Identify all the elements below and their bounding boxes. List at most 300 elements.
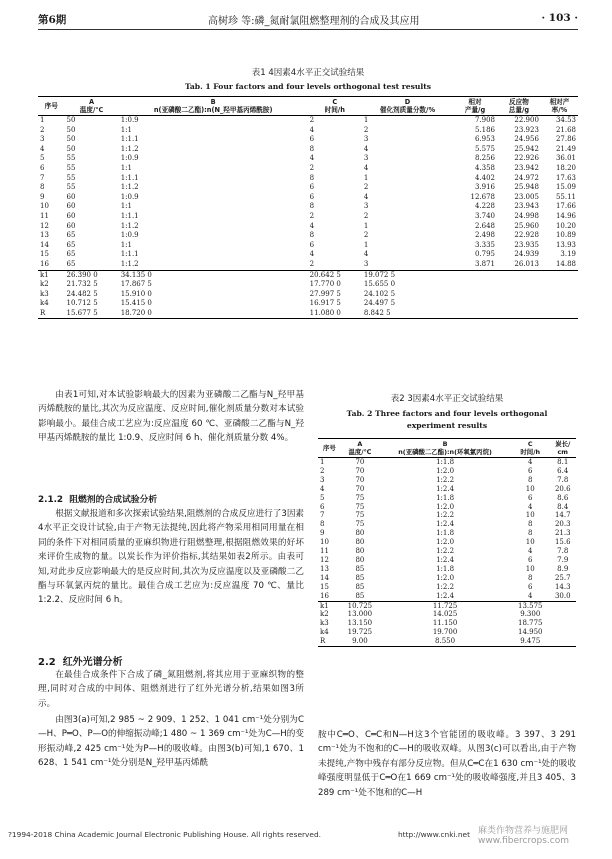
table-cell: 11.150	[432, 619, 458, 628]
table-cell: 24.482 5	[66, 289, 98, 298]
table-cell	[453, 270, 497, 280]
paragraph: 胺中C═O、C═C和N—H这3个官能团的吸收峰。3 397、3 291 cm⁻¹处为不饱和的C—H的吸收双峰。从图3(c)可以看出,由于产物未提纯,产物中残存有部分反应物。但从C═C在1 630 cm⁻¹处的吸收峰强度明显低于C═O在1 669 cm⁻¹处的吸收峰强度,并且3 405、3 289 cm⁻¹处不饱和的C—H	[318, 730, 576, 798]
table-row	[318, 476, 576, 485]
table-cell: 25.942	[514, 144, 539, 153]
table-cell: 70	[355, 466, 365, 475]
stats-row	[38, 280, 578, 290]
column-header-line: 反应物	[509, 98, 529, 106]
table-cell: 1	[320, 458, 325, 466]
stats-row	[38, 309, 578, 319]
table-cell: 1:1.2	[120, 183, 139, 192]
table-cell: 2	[363, 231, 369, 240]
page-number: · 103 ·	[541, 12, 578, 24]
table-cell: 24.497 5	[363, 299, 396, 308]
table-cell: 26.390 0	[66, 270, 98, 279]
column-header	[341, 439, 379, 458]
table-cell: 1	[40, 116, 45, 124]
table2-caption-cn: 表2 3因素4水平正交试验结果	[390, 394, 504, 404]
table-cell: 2	[363, 211, 369, 220]
table-cell: 14.7	[554, 511, 571, 520]
table-cell: 8	[528, 573, 533, 582]
section-title: 红外光谱分析	[62, 657, 123, 668]
table-cell: 4	[40, 144, 45, 153]
table-cell: 26.013	[514, 259, 539, 268]
table-cell: 1:1.2	[120, 221, 139, 230]
table2-caption-en-line2: experiment results	[406, 421, 488, 430]
table-cell: 6	[528, 555, 533, 564]
table-cell: 50	[66, 135, 76, 144]
table-cell	[541, 309, 578, 319]
table-cell	[550, 619, 577, 628]
table-row	[38, 202, 578, 212]
table-cell: 18.20	[555, 163, 576, 172]
table-cell: 7.8	[557, 475, 569, 484]
table-cell: 24.102 5	[363, 289, 396, 298]
table-row	[38, 250, 578, 260]
table-cell: 7.8	[557, 547, 569, 556]
column-header	[379, 439, 511, 458]
table-cell: 70	[355, 475, 365, 484]
table-cell: k3	[40, 289, 49, 298]
table-cell: 1:1.8	[436, 529, 455, 538]
table-cell: 34.135 0	[120, 270, 152, 279]
table-cell: 3.19	[560, 250, 576, 259]
column-header-line: 时间/h	[324, 106, 345, 114]
table-cell: 10	[40, 202, 49, 211]
table-cell: 8	[320, 520, 325, 529]
table-cell: 19.725	[347, 628, 373, 637]
table-row	[38, 212, 578, 222]
table-cell: 1:1.8	[436, 493, 455, 502]
table-cell: 15.677 5	[66, 308, 98, 317]
stats-row	[38, 270, 578, 280]
page-footer	[8, 826, 608, 846]
table-cell: 80	[355, 547, 365, 556]
table-cell: 60	[66, 211, 76, 220]
para-ir-intro	[38, 668, 304, 711]
paragraph: 由图3(a)可知,2 985 ~ 2 909、1 252、1 041 cm⁻¹处分别为C—H、P═O、P—O的伸缩振动峰;1 480 ~ 1 369 cm⁻¹处为C—H的变形振动峰,2 425 cm⁻¹处为P—H的吸收峰。由图3(b)可知,1 670、1 628、1 541 cm⁻¹处分别是N_羟甲基丙烯酰	[38, 715, 304, 769]
table-cell: 7	[40, 173, 45, 182]
table-cell	[497, 290, 541, 300]
table-cell: 25.7	[554, 573, 571, 582]
table-cell: 70	[355, 484, 365, 493]
column-header-line: A	[89, 98, 95, 106]
table2-stats	[318, 601, 576, 647]
table-cell: 22.900	[514, 116, 539, 124]
table-cell: 1:1.1	[120, 173, 139, 182]
table2-caption-en: Tab. 2 Three factors and four levels orthogonal	[346, 409, 548, 418]
table-cell: 1:2.0	[436, 573, 455, 582]
table-cell: 1:0.9	[120, 154, 139, 163]
column-header-line: 序号	[322, 444, 336, 452]
table-cell: 4	[363, 192, 369, 201]
paragraph: 根据文献报道和多次探索试验结果,阻燃剂的合成反应进行了3因素4水平正交设计试验,由于产物无法提纯,因此将产物采用相同用量在相同的条件下对相同质量的亚麻织物进行阻燃整理,根据阻燃效果的好坏来评价生成物的量。以炭长作为评价指标,其结果如表2所示。由表可知,对此步反应影响最大的是反应时间,其次为反应温度以及亚磷酸二乙酯与环氧氯丙烷的量比。最佳合成工艺应为:反应温度 70 ℃、量比 1:2.2、反应时间 6 h。	[38, 509, 305, 606]
table-row	[38, 164, 578, 174]
table-cell: 20.642 5	[309, 270, 341, 279]
table-cell: 12	[40, 221, 49, 230]
paragraph: 由表1可知,对本试验影响最大的因素为亚磷酸二乙酯与N_羟甲基丙烯酰胺的量比,其次为反应温度、反应时间,催化剂质量分数对本试验影响最小。最佳合成工艺应为:反应温度 60 ℃、亚磷酸二乙酯与N_羟甲基丙烯酰胺的量比 1:0.9、反应时间 6 h、催化剂质量分数 4%。	[38, 390, 304, 444]
page-header	[38, 8, 578, 30]
table-cell: 17.867 5	[120, 280, 152, 289]
table-cell: 1:0.9	[120, 192, 139, 201]
table-cell: 1:1	[120, 163, 132, 172]
table-cell: 6.953	[474, 135, 495, 144]
table-cell: 2	[40, 125, 45, 134]
table-cell: 6	[528, 466, 533, 475]
table-cell: 50	[66, 116, 76, 124]
table-row	[318, 592, 576, 601]
table-cell: 9.475	[520, 637, 541, 646]
table-cell: 1:1.8	[436, 458, 455, 466]
table-cell: 10	[525, 511, 535, 520]
table-cell: 8	[528, 520, 533, 529]
table-row	[38, 145, 578, 155]
table-cell: 55	[66, 163, 76, 172]
table-cell: 23.923	[514, 125, 539, 134]
table-row	[38, 260, 578, 270]
table-cell: 14.025	[432, 610, 458, 619]
table-cell: 4	[528, 591, 533, 600]
table-cell: 12.678	[470, 192, 495, 201]
table-cell: 3	[40, 135, 45, 144]
table-cell: 1:0.9	[120, 231, 139, 240]
table-cell: 9	[320, 529, 325, 538]
table2	[318, 438, 576, 647]
table1-body	[38, 116, 578, 271]
table-cell: 13	[320, 564, 329, 573]
table-cell: 15.415 0	[120, 299, 152, 308]
table-cell: 8	[40, 183, 45, 192]
column-header-line: 率/%	[551, 106, 568, 114]
table-cell: 5.575	[474, 144, 495, 153]
table-cell	[497, 299, 541, 309]
table-cell: 16.917 5	[309, 299, 341, 308]
table-row	[38, 222, 578, 232]
stats-row	[38, 290, 578, 300]
table-cell: 17.66	[555, 202, 576, 211]
table-cell: 7.908	[474, 116, 495, 124]
table-row	[38, 126, 578, 136]
column-header	[308, 97, 362, 116]
footer-link[interactable]: http://www.cnki.net	[398, 830, 471, 839]
table-row	[318, 574, 576, 583]
table-cell: k3	[320, 619, 329, 628]
table-cell: 2	[309, 259, 315, 268]
table-cell: 10.725	[347, 601, 373, 610]
table-cell: 85	[355, 582, 365, 591]
table-cell: 1:1.1	[120, 135, 139, 144]
table-cell: 55	[66, 183, 76, 192]
table-row	[318, 458, 576, 467]
table-cell: 65	[66, 231, 76, 240]
table-cell: R	[320, 637, 326, 646]
column-header	[38, 97, 64, 116]
column-header-line: 产量/g	[464, 106, 486, 114]
table-cell: 3	[320, 475, 325, 484]
table-cell: 3	[363, 259, 369, 268]
table-cell: 1:1.2	[120, 259, 139, 268]
column-header	[119, 97, 308, 116]
table-cell: 75	[355, 502, 365, 511]
table-cell: 13	[40, 231, 49, 240]
table-cell: 4	[363, 250, 369, 259]
table-cell: 8.6	[557, 493, 569, 502]
table-cell: 24.998	[514, 211, 539, 220]
table-cell: 13.93	[555, 240, 576, 249]
table-cell	[453, 299, 497, 309]
table-cell: 7	[320, 511, 325, 520]
column-header-line: 总量/g	[508, 106, 530, 114]
column-header-line: 温度/℃	[348, 448, 372, 456]
table-cell: k2	[320, 610, 329, 619]
table-cell: k1	[320, 601, 329, 610]
table-cell: 2	[363, 125, 369, 134]
table-cell: 65	[66, 250, 76, 259]
table1	[38, 96, 578, 319]
table-cell: 4	[309, 221, 315, 230]
table-cell: 14.950	[518, 628, 543, 637]
table-cell: 5.186	[474, 125, 495, 134]
table-cell: 1:2.0	[436, 466, 455, 475]
table-cell: 27.997 5	[309, 289, 341, 298]
table-cell: 75	[355, 520, 365, 529]
column-header-line: 催化剂质量分数/%	[379, 106, 436, 114]
table-cell: 9.300	[520, 610, 541, 619]
table-cell: 65	[66, 240, 76, 249]
column-header-line: cm	[557, 448, 568, 456]
table2-header-row	[318, 439, 576, 458]
table-cell: 2	[363, 183, 369, 192]
column-header	[453, 97, 497, 116]
table-cell: 6	[309, 192, 315, 201]
table-cell: 15.6	[554, 538, 571, 547]
table-cell: 21.3	[554, 529, 571, 538]
table-cell: 2.498	[474, 231, 495, 240]
table-row	[318, 485, 576, 494]
table-cell: R	[40, 308, 46, 317]
table-cell: 10	[320, 538, 329, 547]
table-cell: 65	[66, 259, 76, 268]
table-cell: 50	[66, 144, 76, 153]
table-cell: 55.11	[555, 192, 576, 201]
watermark-cn: 麻类作物营养与施肥网	[478, 826, 569, 836]
stats-row	[318, 601, 576, 610]
table-cell: 14.88	[555, 259, 576, 268]
table-row	[38, 116, 578, 126]
table-cell: 18.720 0	[120, 308, 152, 317]
table-cell: 8.1	[557, 458, 569, 466]
table-cell: 10	[525, 564, 535, 573]
table-cell: 13.575	[518, 601, 543, 610]
table-row	[38, 241, 578, 251]
table-cell: 8.9	[557, 564, 569, 573]
paragraph: 在最佳合成条件下合成了磷_氮阻燃剂,将其应用于亚麻织物的整理,同时对合成的中间体、阻燃剂进行了红外光谱分析,结果如图3所示。	[38, 670, 304, 709]
table-cell: 60	[66, 221, 76, 230]
section-number: 2.2	[38, 657, 56, 668]
stats-row	[318, 619, 576, 628]
column-header	[318, 439, 341, 458]
table-cell: 6	[528, 493, 533, 502]
table-cell: 8	[309, 144, 315, 153]
table-cell: 2	[309, 116, 315, 124]
watermark-url: www.fibercrops.com	[478, 836, 569, 846]
table-cell: 6	[320, 502, 325, 511]
table-cell: 2.648	[474, 221, 495, 230]
table-cell	[541, 299, 578, 309]
table-cell: 8.4	[557, 502, 569, 511]
table-cell	[497, 280, 541, 290]
table-cell: 85	[355, 573, 365, 582]
table-cell: 10	[525, 538, 535, 547]
table-cell: 1:2.4	[436, 520, 455, 529]
table-cell: 19.700	[432, 628, 458, 637]
table-cell: 60	[66, 192, 76, 201]
column-header	[550, 439, 577, 458]
table-cell: 34.53	[555, 116, 576, 124]
column-header-line: 相对产	[549, 98, 570, 106]
table-cell: 3	[363, 135, 369, 144]
table-cell: 9	[40, 192, 45, 201]
table-cell	[453, 280, 497, 290]
table-cell: 55	[66, 154, 76, 163]
table-cell: 17.63	[555, 173, 576, 182]
table-cell: 10.89	[555, 231, 576, 240]
table-cell: 20.3	[554, 520, 571, 529]
column-header-line: n(亚磷酸二乙酯):n(N_羟甲基丙烯酰胺)	[153, 106, 273, 114]
table-cell: 80	[355, 529, 365, 538]
table-cell	[453, 290, 497, 300]
table-cell	[497, 309, 541, 319]
table-cell: 85	[355, 564, 365, 573]
table-cell: k2	[40, 280, 49, 289]
table-cell: 14.96	[555, 211, 576, 220]
table-cell: k4	[320, 628, 329, 637]
column-header	[541, 97, 578, 116]
table-cell: 2	[309, 211, 315, 220]
table-cell: 14.3	[554, 582, 571, 591]
column-header-line: B	[210, 98, 216, 106]
table-cell: 4	[320, 484, 325, 493]
table-cell: 3.871	[474, 259, 495, 268]
table-cell: 6.4	[557, 466, 569, 475]
table-cell: 75	[355, 511, 365, 520]
table-cell: 1:0.9	[120, 116, 139, 124]
table-row	[318, 583, 576, 592]
table-cell: 1:2.0	[436, 538, 455, 547]
table-row	[318, 556, 576, 565]
table-cell	[550, 601, 577, 610]
table-cell: 25.960	[514, 221, 539, 230]
table-cell: 1	[363, 116, 369, 124]
para-ir-continued	[318, 728, 576, 800]
column-header	[362, 97, 453, 116]
table-cell: 23.942	[514, 163, 539, 172]
table-cell: 4.402	[474, 173, 495, 182]
table-cell: 17.770 0	[309, 280, 341, 289]
table-cell: 15	[320, 582, 329, 591]
table-row	[38, 174, 578, 184]
table-cell: 14	[40, 240, 49, 249]
table-cell: 1:1.1	[120, 211, 139, 220]
table-cell: 8.256	[474, 154, 495, 163]
table-cell: 10.712 5	[66, 299, 98, 308]
table-row	[318, 503, 576, 512]
table-cell: 30.0	[554, 591, 571, 600]
table-cell: 75	[355, 493, 365, 502]
table-cell: 8	[309, 173, 315, 182]
table-cell: 10.20	[555, 221, 576, 230]
column-header-line: C	[332, 98, 338, 106]
table-cell: 4.358	[474, 163, 495, 172]
table-cell: 50	[66, 125, 76, 134]
column-header	[497, 97, 541, 116]
column-header-line: 相对	[468, 98, 482, 106]
copyright-notice: ?1994-2018 China Academic Journal Electronic Publishing House. All rights reserved.	[8, 830, 322, 839]
column-header-line: C	[527, 440, 533, 448]
table-cell: 16	[320, 591, 329, 600]
table-cell: 1:1.8	[436, 564, 455, 573]
table-cell: 80	[355, 555, 365, 564]
table-cell: 25.948	[514, 183, 539, 192]
table-cell: 1:1.2	[120, 144, 139, 153]
table-cell: 1:1	[120, 125, 132, 134]
issue-number: 第6期	[38, 14, 67, 26]
column-header	[511, 439, 549, 458]
column-header-line: n(亚磷酸二乙酯):n(环氧氯丙烷)	[398, 448, 492, 456]
table-cell	[550, 610, 577, 619]
table-row	[318, 565, 576, 574]
table-cell: 5	[320, 493, 325, 502]
table-cell: 1:2.0	[436, 502, 455, 511]
table-cell: 13.000	[347, 610, 373, 619]
table-cell: 15	[40, 250, 49, 259]
table-row	[38, 135, 578, 145]
para-ir-detail	[38, 713, 304, 771]
table-cell: k1	[40, 270, 49, 279]
section-number: 2.1.2	[38, 495, 64, 505]
column-header-line: 时间/h	[520, 448, 541, 456]
table-cell: 8	[309, 231, 315, 240]
table-cell: 21.49	[555, 144, 576, 153]
table-cell: 70	[355, 458, 365, 466]
table-cell: 4	[528, 458, 533, 466]
table-cell	[541, 290, 578, 300]
para-analysis-table1	[38, 388, 304, 446]
table-row	[38, 193, 578, 203]
table-cell: 2	[320, 466, 325, 475]
table1-caption-en: Tab. 1 Four factors and four levels orthogonal test results	[184, 82, 432, 91]
table-cell: 5	[40, 154, 45, 163]
table-cell: 16	[40, 259, 49, 268]
table-cell: 60	[66, 202, 76, 211]
table-row	[318, 529, 576, 538]
table2-body	[318, 458, 576, 602]
table-cell: 85	[355, 591, 365, 600]
para-synthesis-analysis	[38, 507, 304, 608]
table-cell: 8	[528, 475, 533, 484]
table-cell: 1:2.2	[436, 475, 455, 484]
table-cell: 15.09	[555, 183, 576, 192]
table-cell: 4.228	[474, 202, 495, 211]
table-cell: 1	[363, 173, 369, 182]
table-cell: 4	[309, 250, 315, 259]
table-cell: 11	[320, 547, 329, 556]
column-header-line: A	[357, 440, 363, 448]
stats-row	[318, 628, 576, 637]
table-cell: 21.732 5	[66, 280, 98, 289]
table-cell: 8.842 5	[363, 308, 391, 317]
table-cell: 1:2.2	[436, 582, 455, 591]
